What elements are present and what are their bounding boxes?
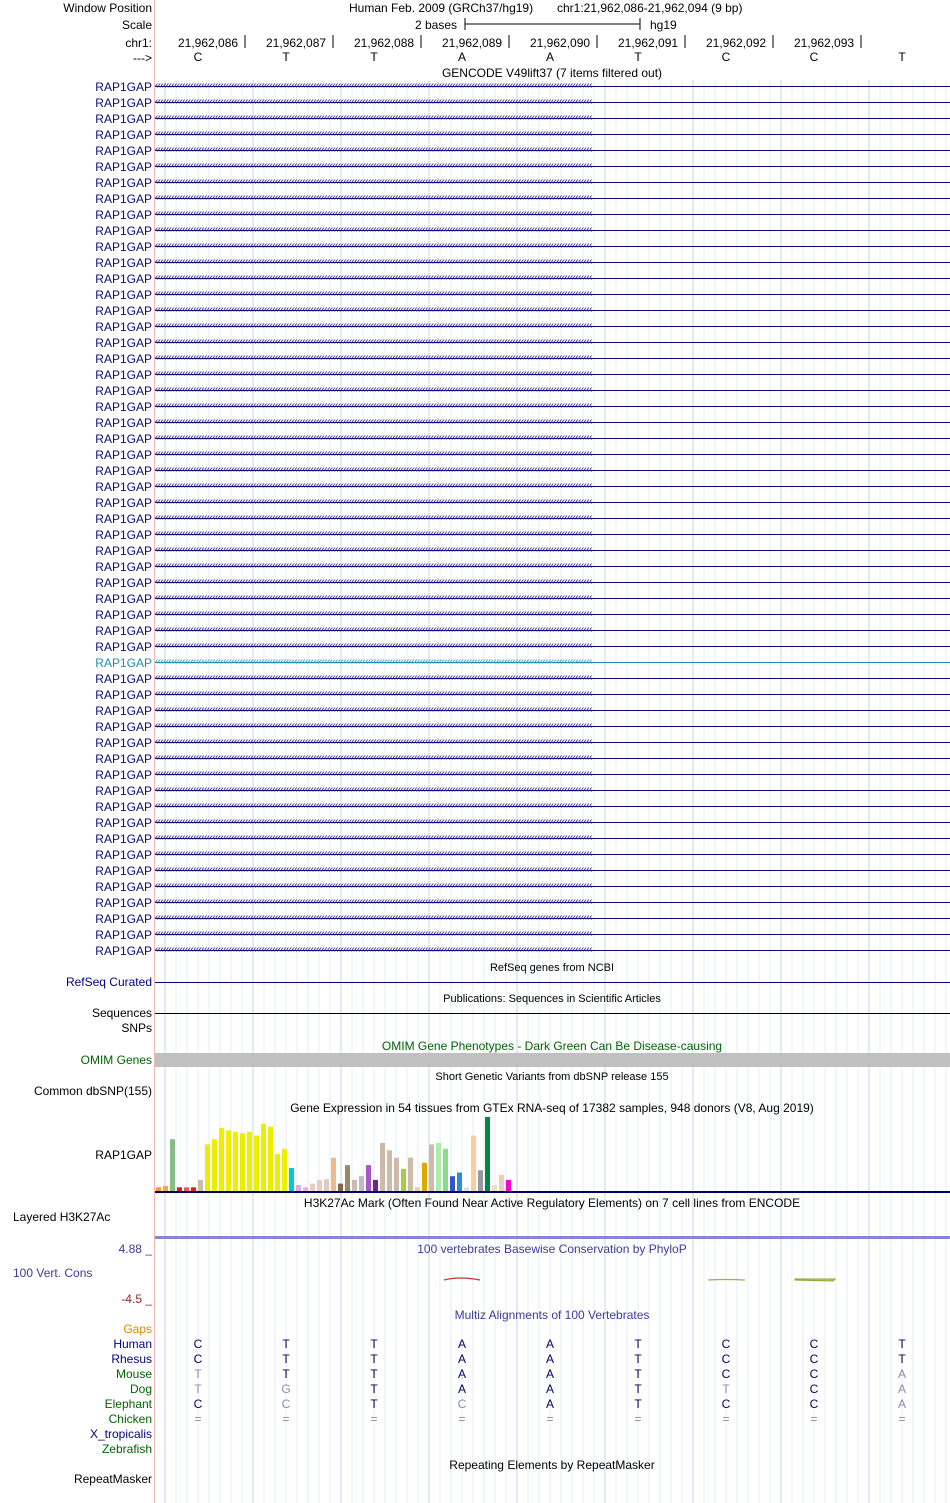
phylop-signal-segment-1 [444,1278,480,1280]
phylop-min-label: -4.5 _ [121,1292,152,1306]
gencode-transcript-label[interactable]: RAP1GAP [95,816,152,830]
base-letter: A [545,50,555,64]
gencode-transcript-label[interactable]: RAP1GAP [95,832,152,846]
gtex-tissue-bar[interactable] [170,1139,175,1191]
alignment-base: T [634,1367,642,1381]
gtex-tissue-bar[interactable] [254,1136,259,1192]
gtex-tissue-bar[interactable] [240,1133,245,1191]
gtex-tissue-bar[interactable] [338,1184,343,1191]
scale-value: 2 bases [415,18,458,32]
species-label-rhesus[interactable]: Rhesus [111,1352,152,1366]
h3k27ac-signal-baseline [155,1236,950,1239]
strand-arrows: ‹‹‹‹‹‹‹‹‹‹‹‹‹‹‹‹‹‹‹‹‹‹‹‹‹‹‹‹‹‹‹‹‹‹‹‹‹‹‹‹‹‹‹‹‹‹‹‹‹‹‹‹‹‹‹‹‹‹‹‹‹‹‹‹‹‹‹‹‹‹‹‹‹‹‹‹‹‹‹‹‹‹‹‹‹‹‹‹‹‹‹‹‹‹‹‹‹‹‹‹‹‹‹‹‹‹‹‹‹‹‹‹‹‹‹‹‹‹‹‹‹‹‹‹‹‹‹‹‹‹‹‹‹‹‹‹‹‹‹‹‹‹‹‹‹‹‹‹‹‹‹‹‹‹‹‹‹‹‹‹ [155,720,592,731]
gtex-tissue-bar[interactable] [212,1139,217,1191]
coordinate-tick-label: 21,962,086 [178,36,239,50]
refseq-gene-line[interactable] [155,982,950,983]
omim-track-title: OMIM Gene Phenotypes - Dark Green Can Be Disease-causing [381,1039,723,1053]
alignment-base: C [721,1367,731,1381]
gtex-tissue-bar[interactable] [233,1132,238,1191]
gtex-tissue-bar[interactable] [387,1150,392,1191]
gtex-tissue-bar[interactable] [485,1117,490,1191]
strand-arrows: ‹‹‹‹‹‹‹‹‹‹‹‹‹‹‹‹‹‹‹‹‹‹‹‹‹‹‹‹‹‹‹‹‹‹‹‹‹‹‹‹‹‹‹‹‹‹‹‹‹‹‹‹‹‹‹‹‹‹‹‹‹‹‹‹‹‹‹‹‹‹‹‹‹‹‹‹‹‹‹‹‹‹‹‹‹‹‹‹‹‹‹‹‹‹‹‹‹‹‹‹‹‹‹‹‹‹‹‹‹‹‹‹‹‹‹‹‹‹‹‹‹‹‹‹‹‹‹‹‹‹‹‹‹‹‹‹‹‹‹‹‹‹‹‹‹‹‹‹‹‹‹‹‹‹‹‹‹‹‹‹ [155,320,592,331]
snps-track-label[interactable]: SNPs [121,1021,152,1035]
strand-arrows: ‹‹‹‹‹‹‹‹‹‹‹‹‹‹‹‹‹‹‹‹‹‹‹‹‹‹‹‹‹‹‹‹‹‹‹‹‹‹‹‹‹‹‹‹‹‹‹‹‹‹‹‹‹‹‹‹‹‹‹‹‹‹‹‹‹‹‹‹‹‹‹‹‹‹‹‹‹‹‹‹‹‹‹‹‹‹‹‹‹‹‹‹‹‹‹‹‹‹‹‹‹‹‹‹‹‹‹‹‹‹‹‹‹‹‹‹‹‹‹‹‹‹‹‹‹‹‹‹‹‹‹‹‹‹‹‹‹‹‹‹‹‹‹‹‹‹‹‹‹‹‹‹‹‹‹‹‹‹‹‹ [155,384,592,395]
gencode-transcript-label[interactable]: RAP1GAP [95,688,152,702]
gencode-transcript-label[interactable]: RAP1GAP [95,928,152,942]
strand-arrows: ‹‹‹‹‹‹‹‹‹‹‹‹‹‹‹‹‹‹‹‹‹‹‹‹‹‹‹‹‹‹‹‹‹‹‹‹‹‹‹‹‹‹‹‹‹‹‹‹‹‹‹‹‹‹‹‹‹‹‹‹‹‹‹‹‹‹‹‹‹‹‹‹‹‹‹‹‹‹‹‹‹‹‹‹‹‹‹‹‹‹‹‹‹‹‹‹‹‹‹‹‹‹‹‹‹‹‹‹‹‹‹‹‹‹‹‹‹‹‹‹‹‹‹‹‹‹‹‹‹‹‹‹‹‹‹‹‹‹‹‹‹‹‹‹‹‹‹‹‹‹‹‹‹‹‹‹‹‹‹‹ [155,336,592,347]
coordinate-tick-label: 21,962,087 [266,36,327,50]
window-position-label: Window Position [63,1,152,15]
gencode-transcript-label[interactable]: RAP1GAP [95,560,152,574]
base-letter: T [634,50,642,64]
gencode-transcript-label[interactable]: RAP1GAP [95,640,152,654]
strand-arrows: ‹‹‹‹‹‹‹‹‹‹‹‹‹‹‹‹‹‹‹‹‹‹‹‹‹‹‹‹‹‹‹‹‹‹‹‹‹‹‹‹‹‹‹‹‹‹‹‹‹‹‹‹‹‹‹‹‹‹‹‹‹‹‹‹‹‹‹‹‹‹‹‹‹‹‹‹‹‹‹‹‹‹‹‹‹‹‹‹‹‹‹‹‹‹‹‹‹‹‹‹‹‹‹‹‹‹‹‹‹‹‹‹‹‹‹‹‹‹‹‹‹‹‹‹‹‹‹‹‹‹‹‹‹‹‹‹‹‹‹‹‹‹‹‹‹‹‹‹‹‹‹‹‹‹‹‹‹‹‹‹ [155,736,592,747]
strand-arrows: ‹‹‹‹‹‹‹‹‹‹‹‹‹‹‹‹‹‹‹‹‹‹‹‹‹‹‹‹‹‹‹‹‹‹‹‹‹‹‹‹‹‹‹‹‹‹‹‹‹‹‹‹‹‹‹‹‹‹‹‹‹‹‹‹‹‹‹‹‹‹‹‹‹‹‹‹‹‹‹‹‹‹‹‹‹‹‹‹‹‹‹‹‹‹‹‹‹‹‹‹‹‹‹‹‹‹‹‹‹‹‹‹‹‹‹‹‹‹‹‹‹‹‹‹‹‹‹‹‹‹‹‹‹‹‹‹‹‹‹‹‹‹‹‹‹‹‹‹‹‹‹‹‹‹‹‹‹‹‹‹ [155,240,592,251]
species-label-mouse[interactable]: Mouse [115,1367,152,1381]
gencode-transcript-label[interactable]: RAP1GAP [95,496,152,510]
alignment-base: T [282,1352,290,1366]
repeatmasker-track-label[interactable]: RepeatMasker [73,1472,152,1486]
gtex-track-label[interactable]: RAP1GAP [95,1148,152,1162]
gencode-transcript-label[interactable]: RAP1GAP [95,576,152,590]
strand-arrows: ‹‹‹‹‹‹‹‹‹‹‹‹‹‹‹‹‹‹‹‹‹‹‹‹‹‹‹‹‹‹‹‹‹‹‹‹‹‹‹‹‹‹‹‹‹‹‹‹‹‹‹‹‹‹‹‹‹‹‹‹‹‹‹‹‹‹‹‹‹‹‹‹‹‹‹‹‹‹‹‹‹‹‹‹‹‹‹‹‹‹‹‹‹‹‹‹‹‹‹‹‹‹‹‹‹‹‹‹‹‹‹‹‹‹‹‹‹‹‹‹‹‹‹‹‹‹‹‹‹‹‹‹‹‹‹‹‹‹‹‹‹‹‹‹‹‹‹‹‹‹‹‹‹‹‹‹‹‹‹‹ [155,448,592,459]
strand-arrows: ‹‹‹‹‹‹‹‹‹‹‹‹‹‹‹‹‹‹‹‹‹‹‹‹‹‹‹‹‹‹‹‹‹‹‹‹‹‹‹‹‹‹‹‹‹‹‹‹‹‹‹‹‹‹‹‹‹‹‹‹‹‹‹‹‹‹‹‹‹‹‹‹‹‹‹‹‹‹‹‹‹‹‹‹‹‹‹‹‹‹‹‹‹‹‹‹‹‹‹‹‹‹‹‹‹‹‹‹‹‹‹‹‹‹‹‹‹‹‹‹‹‹‹‹‹‹‹‹‹‹‹‹‹‹‹‹‹‹‹‹‹‹‹‹‹‹‹‹‹‹‹‹‹‹‹‹‹‹‹‹ [155,624,592,635]
gtex-tissue-bar[interactable] [464,1187,469,1191]
strand-arrows: ‹‹‹‹‹‹‹‹‹‹‹‹‹‹‹‹‹‹‹‹‹‹‹‹‹‹‹‹‹‹‹‹‹‹‹‹‹‹‹‹‹‹‹‹‹‹‹‹‹‹‹‹‹‹‹‹‹‹‹‹‹‹‹‹‹‹‹‹‹‹‹‹‹‹‹‹‹‹‹‹‹‹‹‹‹‹‹‹‹‹‹‹‹‹‹‹‹‹‹‹‹‹‹‹‹‹‹‹‹‹‹‹‹‹‹‹‹‹‹‹‹‹‹‹‹‹‹‹‹‹‹‹‹‹‹‹‹‹‹‹‹‹‹‹‹‹‹‹‹‹‹‹‹‹‹‹‹‹‹‹ [155,896,592,907]
alignment-base: T [634,1337,642,1351]
publications-track-title: Publications: Sequences in Scientific Articles [443,993,661,1005]
alignment-base: A [457,1337,467,1351]
gtex-tissue-bar[interactable] [156,1187,161,1191]
gencode-transcript-label[interactable]: RAP1GAP [95,880,152,894]
gtex-tissue-bar[interactable] [296,1185,301,1191]
gtex-tissue-bar[interactable] [226,1130,231,1191]
gencode-transcript-label[interactable]: RAP1GAP [95,400,152,414]
gtex-tissue-bar[interactable] [184,1187,189,1191]
base-letter: T [898,50,906,64]
gtex-tissue-bar[interactable] [373,1180,378,1191]
gtex-tissue-bar[interactable] [506,1180,511,1191]
phylop-signal-segment-2 [708,1280,745,1281]
gtex-tissue-bar[interactable] [310,1184,315,1191]
strand-arrows: ‹‹‹‹‹‹‹‹‹‹‹‹‹‹‹‹‹‹‹‹‹‹‹‹‹‹‹‹‹‹‹‹‹‹‹‹‹‹‹‹‹‹‹‹‹‹‹‹‹‹‹‹‹‹‹‹‹‹‹‹‹‹‹‹‹‹‹‹‹‹‹‹‹‹‹‹‹‹‹‹‹‹‹‹‹‹‹‹‹‹‹‹‹‹‹‹‹‹‹‹‹‹‹‹‹‹‹‹‹‹‹‹‹‹‹‹‹‹‹‹‹‹‹‹‹‹‹‹‹‹‹‹‹‹‹‹‹‹‹‹‹‹‹‹‹‹‹‹‹‹‹‹‹‹‹‹‹‹‹‹ [155,704,592,715]
alignment-base: T [898,1337,906,1351]
gtex-tissue-bar[interactable] [219,1128,224,1191]
gencode-track-title: GENCODE V49lift37 (7 items filtered out) [441,66,663,80]
gencode-transcript-label[interactable]: RAP1GAP [95,624,152,638]
alignment-base: C [457,1397,467,1411]
gtex-tissue-bar[interactable] [317,1180,322,1191]
gtex-tissue-bar[interactable] [457,1173,462,1192]
gtex-track-title: Gene Expression in 54 tissues from GTEx RNA-seq of 17382 samples, 948 donors (V8, Aug 2019) [290,1101,814,1115]
strand-arrows: ‹‹‹‹‹‹‹‹‹‹‹‹‹‹‹‹‹‹‹‹‹‹‹‹‹‹‹‹‹‹‹‹‹‹‹‹‹‹‹‹‹‹‹‹‹‹‹‹‹‹‹‹‹‹‹‹‹‹‹‹‹‹‹‹‹‹‹‹‹‹‹‹‹‹‹‹‹‹‹‹‹‹‹‹‹‹‹‹‹‹‹‹‹‹‹‹‹‹‹‹‹‹‹‹‹‹‹‹‹‹‹‹‹‹‹‹‹‹‹‹‹‹‹‹‹‹‹‹‹‹‹‹‹‹‹‹‹‹‹‹‹‹‹‹‹‹‹‹‹‹‹‹‹‹‹‹‹‹‹‹ [155,288,592,299]
gencode-transcript-label[interactable]: RAP1GAP [95,752,152,766]
gencode-transcript-label[interactable]: RAP1GAP [95,416,152,430]
base-letter: A [457,50,467,64]
alignment-base: = [370,1412,378,1426]
species-label-x_tropicalis[interactable]: X_tropicalis [89,1427,152,1441]
alignment-base: A [545,1382,555,1396]
gencode-transcript-label[interactable]: RAP1GAP [95,128,152,142]
alignment-base: T [370,1337,378,1351]
gencode-transcript-label[interactable]: RAP1GAP [95,784,152,798]
gencode-transcript-label[interactable]: RAP1GAP [95,720,152,734]
refseq-track-title: RefSeq genes from NCBI [489,962,615,974]
strand-arrows: ‹‹‹‹‹‹‹‹‹‹‹‹‹‹‹‹‹‹‹‹‹‹‹‹‹‹‹‹‹‹‹‹‹‹‹‹‹‹‹‹‹‹‹‹‹‹‹‹‹‹‹‹‹‹‹‹‹‹‹‹‹‹‹‹‹‹‹‹‹‹‹‹‹‹‹‹‹‹‹‹‹‹‹‹‹‹‹‹‹‹‹‹‹‹‹‹‹‹‹‹‹‹‹‹‹‹‹‹‹‹‹‹‹‹‹‹‹‹‹‹‹‹‹‹‹‹‹‹‹‹‹‹‹‹‹‹‹‹‹‹‹‹‹‹‹‹‹‹‹‹‹‹‹‹‹‹‹‹‹‹ [155,432,592,443]
gencode-transcript-label[interactable]: RAP1GAP [95,800,152,814]
alignment-base: A [457,1367,467,1381]
gencode-transcript-label[interactable]: RAP1GAP [95,352,152,366]
alignment-base: G [281,1382,291,1396]
gencode-transcript-label[interactable]: RAP1GAP [95,848,152,862]
gencode-transcript-label[interactable]: RAP1GAP [95,912,152,926]
alignment-base: C [809,1352,819,1366]
multiz-track-title: Multiz Alignments of 100 Vertebrates [454,1308,650,1322]
alignment-base: C [193,1337,203,1351]
gtex-tissue-bar[interactable] [282,1149,287,1191]
gencode-transcript-label[interactable]: RAP1GAP [95,80,152,94]
gencode-transcript-label[interactable]: RAP1GAP [95,384,152,398]
alignment-base: T [282,1367,290,1381]
gencode-transcript-label[interactable]: RAP1GAP [95,704,152,718]
alignment-base: C [809,1337,819,1351]
gtex-tissue-bar[interactable] [436,1143,441,1191]
gencode-transcript-label[interactable]: RAP1GAP [95,320,152,334]
gtex-tissue-bar[interactable] [191,1187,196,1191]
species-label-human[interactable]: Human [113,1337,152,1351]
gencode-transcript-label[interactable]: RAP1GAP [95,592,152,606]
alignment-base: T [634,1397,642,1411]
strand-arrows: ‹‹‹‹‹‹‹‹‹‹‹‹‹‹‹‹‹‹‹‹‹‹‹‹‹‹‹‹‹‹‹‹‹‹‹‹‹‹‹‹‹‹‹‹‹‹‹‹‹‹‹‹‹‹‹‹‹‹‹‹‹‹‹‹‹‹‹‹‹‹‹‹‹‹‹‹‹‹‹‹‹‹‹‹‹‹‹‹‹‹‹‹‹‹‹‹‹‹‹‹‹‹‹‹‹‹‹‹‹‹‹‹‹‹‹‹‹‹‹‹‹‹‹‹‹‹‹‹‹‹‹‹‹‹‹‹‹‹‹‹‹‹‹‹‹‹‹‹‹‹‹‹‹‹‹‹‹‹‹‹ [155,80,592,91]
alignment-base: C [721,1397,731,1411]
gtex-tissue-bar[interactable] [380,1143,385,1191]
strand-arrows: ‹‹‹‹‹‹‹‹‹‹‹‹‹‹‹‹‹‹‹‹‹‹‹‹‹‹‹‹‹‹‹‹‹‹‹‹‹‹‹‹‹‹‹‹‹‹‹‹‹‹‹‹‹‹‹‹‹‹‹‹‹‹‹‹‹‹‹‹‹‹‹‹‹‹‹‹‹‹‹‹‹‹‹‹‹‹‹‹‹‹‹‹‹‹‹‹‹‹‹‹‹‹‹‹‹‹‹‹‹‹‹‹‹‹‹‹‹‹‹‹‹‹‹‹‹‹‹‹‹‹‹‹‹‹‹‹‹‹‹‹‹‹‹‹‹‹‹‹‹‹‹‹‹‹‹‹‹‹‹‹ [155,928,592,939]
gtex-tissue-bar[interactable] [163,1186,168,1191]
gencode-transcript-label[interactable]: RAP1GAP [95,544,152,558]
dbsnp-track-label[interactable]: Common dbSNP(155) [33,1084,152,1098]
alignment-base: C [193,1352,203,1366]
strand-arrows: ‹‹‹‹‹‹‹‹‹‹‹‹‹‹‹‹‹‹‹‹‹‹‹‹‹‹‹‹‹‹‹‹‹‹‹‹‹‹‹‹‹‹‹‹‹‹‹‹‹‹‹‹‹‹‹‹‹‹‹‹‹‹‹‹‹‹‹‹‹‹‹‹‹‹‹‹‹‹‹‹‹‹‹‹‹‹‹‹‹‹‹‹‹‹‹‹‹‹‹‹‹‹‹‹‹‹‹‹‹‹‹‹‹‹‹‹‹‹‹‹‹‹‹‹‹‹‹‹‹‹‹‹‹‹‹‹‹‹‹‹‹‹‹‹‹‹‹‹‹‹‹‹‹‹‹‹‹‹‹‹ [155,576,592,587]
gencode-transcript-label[interactable]: RAP1GAP [95,512,152,526]
gencode-transcript-label[interactable]: RAP1GAP [95,240,152,254]
gencode-transcript-label[interactable]: RAP1GAP [95,336,152,350]
alignment-base: C [721,1352,731,1366]
alignment-base: T [370,1352,378,1366]
strand-arrows: ‹‹‹‹‹‹‹‹‹‹‹‹‹‹‹‹‹‹‹‹‹‹‹‹‹‹‹‹‹‹‹‹‹‹‹‹‹‹‹‹‹‹‹‹‹‹‹‹‹‹‹‹‹‹‹‹‹‹‹‹‹‹‹‹‹‹‹‹‹‹‹‹‹‹‹‹‹‹‹‹‹‹‹‹‹‹‹‹‹‹‹‹‹‹‹‹‹‹‹‹‹‹‹‹‹‹‹‹‹‹‹‹‹‹‹‹‹‹‹‹‹‹‹‹‹‹‹‹‹‹‹‹‹‹‹‹‹‹‹‹‹‹‹‹‹‹‹‹‹‹‹‹‹‹‹‹‹‹‹‹ [155,800,592,811]
alignment-base: T [370,1367,378,1381]
strand-arrows: ‹‹‹‹‹‹‹‹‹‹‹‹‹‹‹‹‹‹‹‹‹‹‹‹‹‹‹‹‹‹‹‹‹‹‹‹‹‹‹‹‹‹‹‹‹‹‹‹‹‹‹‹‹‹‹‹‹‹‹‹‹‹‹‹‹‹‹‹‹‹‹‹‹‹‹‹‹‹‹‹‹‹‹‹‹‹‹‹‹‹‹‹‹‹‹‹‹‹‹‹‹‹‹‹‹‹‹‹‹‹‹‹‹‹‹‹‹‹‹‹‹‹‹‹‹‹‹‹‹‹‹‹‹‹‹‹‹‹‹‹‹‹‹‹‹‹‹‹‹‹‹‹‹‹‹‹‹‹‹‹ [155,496,592,507]
strand-arrows: ‹‹‹‹‹‹‹‹‹‹‹‹‹‹‹‹‹‹‹‹‹‹‹‹‹‹‹‹‹‹‹‹‹‹‹‹‹‹‹‹‹‹‹‹‹‹‹‹‹‹‹‹‹‹‹‹‹‹‹‹‹‹‹‹‹‹‹‹‹‹‹‹‹‹‹‹‹‹‹‹‹‹‹‹‹‹‹‹‹‹‹‹‹‹‹‹‹‹‹‹‹‹‹‹‹‹‹‹‹‹‹‹‹‹‹‹‹‹‹‹‹‹‹‹‹‹‹‹‹‹‹‹‹‹‹‹‹‹‹‹‹‹‹‹‹‹‹‹‹‹‹‹‹‹‹‹‹‹‹‹ [155,112,592,123]
alignment-base: A [545,1352,555,1366]
gencode-transcript-label[interactable]: RAP1GAP [95,448,152,462]
strand-arrows: ‹‹‹‹‹‹‹‹‹‹‹‹‹‹‹‹‹‹‹‹‹‹‹‹‹‹‹‹‹‹‹‹‹‹‹‹‹‹‹‹‹‹‹‹‹‹‹‹‹‹‹‹‹‹‹‹‹‹‹‹‹‹‹‹‹‹‹‹‹‹‹‹‹‹‹‹‹‹‹‹‹‹‹‹‹‹‹‹‹‹‹‹‹‹‹‹‹‹‹‹‹‹‹‹‹‹‹‹‹‹‹‹‹‹‹‹‹‹‹‹‹‹‹‹‹‹‹‹‹‹‹‹‹‹‹‹‹‹‹‹‹‹‹‹‹‹‹‹‹‹‹‹‹‹‹‹‹‹‹‹ [155,672,592,683]
gtex-tissue-bar[interactable] [324,1179,329,1191]
species-label-elephant[interactable]: Elephant [104,1397,152,1411]
refseq-track-label[interactable]: RefSeq Curated [65,975,152,989]
strand-arrows: ‹‹‹‹‹‹‹‹‹‹‹‹‹‹‹‹‹‹‹‹‹‹‹‹‹‹‹‹‹‹‹‹‹‹‹‹‹‹‹‹‹‹‹‹‹‹‹‹‹‹‹‹‹‹‹‹‹‹‹‹‹‹‹‹‹‹‹‹‹‹‹‹‹‹‹‹‹‹‹‹‹‹‹‹‹‹‹‹‹‹‹‹‹‹‹‹‹‹‹‹‹‹‹‹‹‹‹‹‹‹‹‹‹‹‹‹‹‹‹‹‹‹‹‹‹‹‹‹‹‹‹‹‹‹‹‹‹‹‹‹‹‹‹‹‹‹‹‹‹‹‹‹‹‹‹‹‹‹‹‹ [155,256,592,267]
strand-arrows: ‹‹‹‹‹‹‹‹‹‹‹‹‹‹‹‹‹‹‹‹‹‹‹‹‹‹‹‹‹‹‹‹‹‹‹‹‹‹‹‹‹‹‹‹‹‹‹‹‹‹‹‹‹‹‹‹‹‹‹‹‹‹‹‹‹‹‹‹‹‹‹‹‹‹‹‹‹‹‹‹‹‹‹‹‹‹‹‹‹‹‹‹‹‹‹‹‹‹‹‹‹‹‹‹‹‹‹‹‹‹‹‹‹‹‹‹‹‹‹‹‹‹‹‹‹‹‹‹‹‹‹‹‹‹‹‹‹‹‹‹‹‹‹‹‹‹‹‹‹‹‹‹‹‹‹‹‹‹‹‹ [155,352,592,363]
gencode-transcript-label[interactable]: RAP1GAP [95,96,152,110]
gencode-transcript-label[interactable]: RAP1GAP [95,208,152,222]
strand-arrows: ‹‹‹‹‹‹‹‹‹‹‹‹‹‹‹‹‹‹‹‹‹‹‹‹‹‹‹‹‹‹‹‹‹‹‹‹‹‹‹‹‹‹‹‹‹‹‹‹‹‹‹‹‹‹‹‹‹‹‹‹‹‹‹‹‹‹‹‹‹‹‹‹‹‹‹‹‹‹‹‹‹‹‹‹‹‹‹‹‹‹‹‹‹‹‹‹‹‹‹‹‹‹‹‹‹‹‹‹‹‹‹‹‹‹‹‹‹‹‹‹‹‹‹‹‹‹‹‹‹‹‹‹‹‹‹‹‹‹‹‹‹‹‹‹‹‹‹‹‹‹‹‹‹‹‹‹‹‹‹‹ [155,128,592,139]
strand-arrows: ‹‹‹‹‹‹‹‹‹‹‹‹‹‹‹‹‹‹‹‹‹‹‹‹‹‹‹‹‹‹‹‹‹‹‹‹‹‹‹‹‹‹‹‹‹‹‹‹‹‹‹‹‹‹‹‹‹‹‹‹‹‹‹‹‹‹‹‹‹‹‹‹‹‹‹‹‹‹‹‹‹‹‹‹‹‹‹‹‹‹‹‹‹‹‹‹‹‹‹‹‹‹‹‹‹‹‹‹‹‹‹‹‹‹‹‹‹‹‹‹‹‹‹‹‹‹‹‹‹‹‹‹‹‹‹‹‹‹‹‹‹‹‹‹‹‹‹‹‹‹‹‹‹‹‹‹‹‹‹‹ [155,144,592,155]
dbsnp-track-title: Short Genetic Variants from dbSNP release 155 [435,1071,669,1083]
phylop-track-label[interactable]: 100 Vert. Cons [13,1266,93,1280]
gtex-tissue-bar[interactable] [422,1163,427,1191]
gtex-tissue-bar[interactable] [331,1158,336,1191]
strand-arrows: ‹‹‹‹‹‹‹‹‹‹‹‹‹‹‹‹‹‹‹‹‹‹‹‹‹‹‹‹‹‹‹‹‹‹‹‹‹‹‹‹‹‹‹‹‹‹‹‹‹‹‹‹‹‹‹‹‹‹‹‹‹‹‹‹‹‹‹‹‹‹‹‹‹‹‹‹‹‹‹‹‹‹‹‹‹‹‹‹‹‹‹‹‹‹‹‹‹‹‹‹‹‹‹‹‹‹‹‹‹‹‹‹‹‹‹‹‹‹‹‹‹‹‹‹‹‹‹‹‹‹‹‹‹‹‹‹‹‹‹‹‹‹‹‹‹‹‹‹‹‹‹‹‹‹‹‹‹‹‹‹ [155,192,592,203]
gtex-tissue-bar[interactable] [429,1144,434,1191]
strand-arrows: ‹‹‹‹‹‹‹‹‹‹‹‹‹‹‹‹‹‹‹‹‹‹‹‹‹‹‹‹‹‹‹‹‹‹‹‹‹‹‹‹‹‹‹‹‹‹‹‹‹‹‹‹‹‹‹‹‹‹‹‹‹‹‹‹‹‹‹‹‹‹‹‹‹‹‹‹‹‹‹‹‹‹‹‹‹‹‹‹‹‹‹‹‹‹‹‹‹‹‹‹‹‹‹‹‹‹‹‹‹‹‹‹‹‹‹‹‹‹‹‹‹‹‹‹‹‹‹‹‹‹‹‹‹‹‹‹‹‹‹‹‹‹‹‹‹‹‹‹‹‹‹‹‹‹‹‹‹‹‹‹ [155,560,592,571]
base-letter: C [193,50,203,64]
repeatmasker-track-title: Repeating Elements by RepeatMasker [449,1458,655,1472]
strand-arrows: ‹‹‹‹‹‹‹‹‹‹‹‹‹‹‹‹‹‹‹‹‹‹‹‹‹‹‹‹‹‹‹‹‹‹‹‹‹‹‹‹‹‹‹‹‹‹‹‹‹‹‹‹‹‹‹‹‹‹‹‹‹‹‹‹‹‹‹‹‹‹‹‹‹‹‹‹‹‹‹‹‹‹‹‹‹‹‹‹‹‹‹‹‹‹‹‹‹‹‹‹‹‹‹‹‹‹‹‹‹‹‹‹‹‹‹‹‹‹‹‹‹‹‹‹‹‹‹‹‹‹‹‹‹‹‹‹‹‹‹‹‹‹‹‹‹‹‹‹‹‹‹‹‹‹‹‹‹‹‹‹ [155,944,592,955]
gtex-tissue-bar[interactable] [443,1149,448,1191]
coordinate-tick-label: 21,962,092 [706,36,767,50]
position-readout: chr1:21,962,086-21,962,094 (9 bp) [557,1,743,15]
gencode-transcript-label[interactable]: RAP1GAP [95,736,152,750]
chrom-label: chr1: [125,36,152,50]
h3k27ac-track-title: H3K27Ac Mark (Often Found Near Active Regulatory Elements) on 7 cell lines from ENCODE [303,1196,801,1210]
strand-arrows: ‹‹‹‹‹‹‹‹‹‹‹‹‹‹‹‹‹‹‹‹‹‹‹‹‹‹‹‹‹‹‹‹‹‹‹‹‹‹‹‹‹‹‹‹‹‹‹‹‹‹‹‹‹‹‹‹‹‹‹‹‹‹‹‹‹‹‹‹‹‹‹‹‹‹‹‹‹‹‹‹‹‹‹‹‹‹‹‹‹‹‹‹‹‹‹‹‹‹‹‹‹‹‹‹‹‹‹‹‹‹‹‹‹‹‹‹‹‹‹‹‹‹‹‹‹‹‹‹‹‹‹‹‹‹‹‹‹‹‹‹‹‹‹‹‹‹‹‹‹‹‹‹‹‹‹‹‹‹‹‹ [155,640,592,651]
strand-arrows: ‹‹‹‹‹‹‹‹‹‹‹‹‹‹‹‹‹‹‹‹‹‹‹‹‹‹‹‹‹‹‹‹‹‹‹‹‹‹‹‹‹‹‹‹‹‹‹‹‹‹‹‹‹‹‹‹‹‹‹‹‹‹‹‹‹‹‹‹‹‹‹‹‹‹‹‹‹‹‹‹‹‹‹‹‹‹‹‹‹‹‹‹‹‹‹‹‹‹‹‹‹‹‹‹‹‹‹‹‹‹‹‹‹‹‹‹‹‹‹‹‹‹‹‹‹‹‹‹‹‹‹‹‹‹‹‹‹‹‹‹‹‹‹‹‹‹‹‹‹‹‹‹‹‹‹‹‹‹‹‹ [155,512,592,523]
h3k27ac-track-label[interactable]: Layered H3K27Ac [13,1210,111,1224]
omim-track-label[interactable]: OMIM Genes [80,1053,152,1067]
gtex-tissue-bar[interactable] [471,1136,476,1192]
strand-arrows: ‹‹‹‹‹‹‹‹‹‹‹‹‹‹‹‹‹‹‹‹‹‹‹‹‹‹‹‹‹‹‹‹‹‹‹‹‹‹‹‹‹‹‹‹‹‹‹‹‹‹‹‹‹‹‹‹‹‹‹‹‹‹‹‹‹‹‹‹‹‹‹‹‹‹‹‹‹‹‹‹‹‹‹‹‹‹‹‹‹‹‹‹‹‹‹‹‹‹‹‹‹‹‹‹‹‹‹‹‹‹‹‹‹‹‹‹‹‹‹‹‹‹‹‹‹‹‹‹‹‹‹‹‹‹‹‹‹‹‹‹‹‹‹‹‹‹‹‹‹‹‹‹‹‹‹‹‹‹‹‹ [155,272,592,283]
gtex-tissue-bar[interactable] [394,1158,399,1191]
publications-track-label[interactable]: Sequences [91,1006,152,1020]
gtex-tissue-bar[interactable] [492,1185,497,1191]
scale-db: hg19 [650,18,677,32]
strand-arrows: ‹‹‹‹‹‹‹‹‹‹‹‹‹‹‹‹‹‹‹‹‹‹‹‹‹‹‹‹‹‹‹‹‹‹‹‹‹‹‹‹‹‹‹‹‹‹‹‹‹‹‹‹‹‹‹‹‹‹‹‹‹‹‹‹‹‹‹‹‹‹‹‹‹‹‹‹‹‹‹‹‹‹‹‹‹‹‹‹‹‹‹‹‹‹‹‹‹‹‹‹‹‹‹‹‹‹‹‹‹‹‹‹‹‹‹‹‹‹‹‹‹‹‹‹‹‹‹‹‹‹‹‹‹‹‹‹‹‹‹‹‹‹‹‹‹‹‹‹‹‹‹‹‹‹‹‹‹‹‹‹ [155,400,592,411]
strand-arrows: ‹‹‹‹‹‹‹‹‹‹‹‹‹‹‹‹‹‹‹‹‹‹‹‹‹‹‹‹‹‹‹‹‹‹‹‹‹‹‹‹‹‹‹‹‹‹‹‹‹‹‹‹‹‹‹‹‹‹‹‹‹‹‹‹‹‹‹‹‹‹‹‹‹‹‹‹‹‹‹‹‹‹‹‹‹‹‹‹‹‹‹‹‹‹‹‹‹‹‹‹‹‹‹‹‹‹‹‹‹‹‹‹‹‹‹‹‹‹‹‹‹‹‹‹‹‹‹‹‹‹‹‹‹‹‹‹‹‹‹‹‹‹‹‹‹‹‹‹‹‹‹‹‹‹‹‹‹‹‹‹ [155,592,592,603]
alignment-base: C [809,1397,819,1411]
coordinate-tick-label: 21,962,088 [354,36,415,50]
strand-arrows: ‹‹‹‹‹‹‹‹‹‹‹‹‹‹‹‹‹‹‹‹‹‹‹‹‹‹‹‹‹‹‹‹‹‹‹‹‹‹‹‹‹‹‹‹‹‹‹‹‹‹‹‹‹‹‹‹‹‹‹‹‹‹‹‹‹‹‹‹‹‹‹‹‹‹‹‹‹‹‹‹‹‹‹‹‹‹‹‹‹‹‹‹‹‹‹‹‹‹‹‹‹‹‹‹‹‹‹‹‹‹‹‹‹‹‹‹‹‹‹‹‹‹‹‹‹‹‹‹‹‹‹‹‹‹‹‹‹‹‹‹‹‹‹‹‹‹‹‹‹‹‹‹‹‹‹‹‹‹‹‹ [155,752,592,763]
gtex-tissue-bar[interactable] [247,1132,252,1191]
base-letter: T [370,50,378,64]
gtex-tissue-bar[interactable] [408,1158,413,1191]
alignment-base: A [545,1337,555,1351]
strand-arrows: ‹‹‹‹‹‹‹‹‹‹‹‹‹‹‹‹‹‹‹‹‹‹‹‹‹‹‹‹‹‹‹‹‹‹‹‹‹‹‹‹‹‹‹‹‹‹‹‹‹‹‹‹‹‹‹‹‹‹‹‹‹‹‹‹‹‹‹‹‹‹‹‹‹‹‹‹‹‹‹‹‹‹‹‹‹‹‹‹‹‹‹‹‹‹‹‹‹‹‹‹‹‹‹‹‹‹‹‹‹‹‹‹‹‹‹‹‹‹‹‹‹‹‹‹‹‹‹‹‹‹‹‹‹‹‹‹‹‹‹‹‹‹‹‹‹‹‹‹‹‹‹‹‹‹‹‹‹‹‹‹ [155,912,592,923]
alignment-base: A [545,1367,555,1381]
gencode-transcript-label[interactable]: RAP1GAP [95,768,152,782]
gencode-transcript-label[interactable]: RAP1GAP [95,272,152,286]
gtex-tissue-bar[interactable] [268,1127,273,1191]
gencode-transcript-label[interactable]: RAP1GAP [95,304,152,318]
alignment-base: = [898,1412,906,1426]
species-label-chicken[interactable]: Chicken [108,1412,152,1426]
coordinate-tick-label: 21,962,091 [618,36,679,50]
strand-arrows: ‹‹‹‹‹‹‹‹‹‹‹‹‹‹‹‹‹‹‹‹‹‹‹‹‹‹‹‹‹‹‹‹‹‹‹‹‹‹‹‹‹‹‹‹‹‹‹‹‹‹‹‹‹‹‹‹‹‹‹‹‹‹‹‹‹‹‹‹‹‹‹‹‹‹‹‹‹‹‹‹‹‹‹‹‹‹‹‹‹‹‹‹‹‹‹‹‹‹‹‹‹‹‹‹‹‹‹‹‹‹‹‹‹‹‹‹‹‹‹‹‹‹‹‹‹‹‹‹‹‹‹‹‹‹‹‹‹‹‹‹‹‹‹‹‹‹‹‹‹‹‹‹‹‹‹‹‹‹‹‹ [155,832,592,843]
gtex-tissue-bar[interactable] [345,1165,350,1191]
gencode-transcript-label[interactable]: RAP1GAP [95,672,152,686]
phylop-signal-segment-3 [795,1279,835,1281]
alignment-base: C [721,1337,731,1351]
gtex-tissue-bar[interactable] [415,1187,420,1191]
gtex-tissue-bar[interactable] [499,1175,504,1191]
species-label-zebrafish[interactable]: Zebrafish [101,1442,152,1456]
gencode-transcript-label[interactable]: RAP1GAP [95,896,152,910]
alignment-base: A [457,1352,467,1366]
gencode-transcript-label[interactable]: RAP1GAP [95,368,152,382]
alignment-base: C [809,1367,819,1381]
gtex-tissue-bar[interactable] [450,1176,455,1191]
coordinate-tick-label: 21,962,089 [442,36,503,50]
gtex-tissue-bar[interactable] [177,1187,182,1191]
alignment-base: C [193,1397,203,1411]
gencode-transcript-label[interactable]: RAP1GAP [95,224,152,238]
alignment-base: T [722,1382,730,1396]
phylop-signal [155,1270,950,1290]
gtex-chart-svg [155,1114,950,1194]
species-label-dog[interactable]: Dog [129,1382,152,1396]
gtex-tissue-bar[interactable] [303,1187,308,1191]
alignment-base: T [634,1352,642,1366]
strand-arrows: ‹‹‹‹‹‹‹‹‹‹‹‹‹‹‹‹‹‹‹‹‹‹‹‹‹‹‹‹‹‹‹‹‹‹‹‹‹‹‹‹‹‹‹‹‹‹‹‹‹‹‹‹‹‹‹‹‹‹‹‹‹‹‹‹‹‹‹‹‹‹‹‹‹‹‹‹‹‹‹‹‹‹‹‹‹‹‹‹‹‹‹‹‹‹‹‹‹‹‹‹‹‹‹‹‹‹‹‹‹‹‹‹‹‹‹‹‹‹‹‹‹‹‹‹‹‹‹‹‹‹‹‹‹‹‹‹‹‹‹‹‹‹‹‹‹‹‹‹‹‹‹‹‹‹‹‹‹‹‹‹ [155,656,592,667]
alignment-base: T [898,1352,906,1366]
alignment-base: T [634,1382,642,1396]
strand-arrows: ‹‹‹‹‹‹‹‹‹‹‹‹‹‹‹‹‹‹‹‹‹‹‹‹‹‹‹‹‹‹‹‹‹‹‹‹‹‹‹‹‹‹‹‹‹‹‹‹‹‹‹‹‹‹‹‹‹‹‹‹‹‹‹‹‹‹‹‹‹‹‹‹‹‹‹‹‹‹‹‹‹‹‹‹‹‹‹‹‹‹‹‹‹‹‹‹‹‹‹‹‹‹‹‹‹‹‹‹‹‹‹‹‹‹‹‹‹‹‹‹‹‹‹‹‹‹‹‹‹‹‹‹‹‹‹‹‹‹‹‹‹‹‹‹‹‹‹‹‹‹‹‹‹‹‹‹‹‹‹‹ [155,784,592,795]
strand-arrows: ‹‹‹‹‹‹‹‹‹‹‹‹‹‹‹‹‹‹‹‹‹‹‹‹‹‹‹‹‹‹‹‹‹‹‹‹‹‹‹‹‹‹‹‹‹‹‹‹‹‹‹‹‹‹‹‹‹‹‹‹‹‹‹‹‹‹‹‹‹‹‹‹‹‹‹‹‹‹‹‹‹‹‹‹‹‹‹‹‹‹‹‹‹‹‹‹‹‹‹‹‹‹‹‹‹‹‹‹‹‹‹‹‹‹‹‹‹‹‹‹‹‹‹‹‹‹‹‹‹‹‹‹‹‹‹‹‹‹‹‹‹‹‹‹‹‹‹‹‹‹‹‹‹‹‹‹‹‹‹‹ [155,768,592,779]
alignment-base: T [370,1397,378,1411]
strand-arrows: ‹‹‹‹‹‹‹‹‹‹‹‹‹‹‹‹‹‹‹‹‹‹‹‹‹‹‹‹‹‹‹‹‹‹‹‹‹‹‹‹‹‹‹‹‹‹‹‹‹‹‹‹‹‹‹‹‹‹‹‹‹‹‹‹‹‹‹‹‹‹‹‹‹‹‹‹‹‹‹‹‹‹‹‹‹‹‹‹‹‹‹‹‹‹‹‹‹‹‹‹‹‹‹‹‹‹‹‹‹‹‹‹‹‹‹‹‹‹‹‹‹‹‹‹‹‹‹‹‹‹‹‹‹‹‹‹‹‹‹‹‹‹‹‹‹‹‹‹‹‹‹‹‹‹‹‹‹‹‹‹ [155,304,592,315]
alignment-base: = [546,1412,554,1426]
gtex-tissue-bar[interactable] [205,1144,210,1191]
alignment-base: C [809,1382,819,1396]
strand-arrows: ‹‹‹‹‹‹‹‹‹‹‹‹‹‹‹‹‹‹‹‹‹‹‹‹‹‹‹‹‹‹‹‹‹‹‹‹‹‹‹‹‹‹‹‹‹‹‹‹‹‹‹‹‹‹‹‹‹‹‹‹‹‹‹‹‹‹‹‹‹‹‹‹‹‹‹‹‹‹‹‹‹‹‹‹‹‹‹‹‹‹‹‹‹‹‹‹‹‹‹‹‹‹‹‹‹‹‹‹‹‹‹‹‹‹‹‹‹‹‹‹‹‹‹‹‹‹‹‹‹‹‹‹‹‹‹‹‹‹‹‹‹‹‹‹‹‹‹‹‹‹‹‹‹‹‹‹‹‹‹‹ [155,96,592,107]
strand-arrows: ‹‹‹‹‹‹‹‹‹‹‹‹‹‹‹‹‹‹‹‹‹‹‹‹‹‹‹‹‹‹‹‹‹‹‹‹‹‹‹‹‹‹‹‹‹‹‹‹‹‹‹‹‹‹‹‹‹‹‹‹‹‹‹‹‹‹‹‹‹‹‹‹‹‹‹‹‹‹‹‹‹‹‹‹‹‹‹‹‹‹‹‹‹‹‹‹‹‹‹‹‹‹‹‹‹‹‹‹‹‹‹‹‹‹‹‹‹‹‹‹‹‹‹‹‹‹‹‹‹‹‹‹‹‹‹‹‹‹‹‹‹‹‹‹‹‹‹‹‹‹‹‹‹‹‹‹‹‹‹‹ [155,848,592,859]
strand-arrows: ‹‹‹‹‹‹‹‹‹‹‹‹‹‹‹‹‹‹‹‹‹‹‹‹‹‹‹‹‹‹‹‹‹‹‹‹‹‹‹‹‹‹‹‹‹‹‹‹‹‹‹‹‹‹‹‹‹‹‹‹‹‹‹‹‹‹‹‹‹‹‹‹‹‹‹‹‹‹‹‹‹‹‹‹‹‹‹‹‹‹‹‹‹‹‹‹‹‹‹‹‹‹‹‹‹‹‹‹‹‹‹‹‹‹‹‹‹‹‹‹‹‹‹‹‹‹‹‹‹‹‹‹‹‹‹‹‹‹‹‹‹‹‹‹‹‹‹‹‹‹‹‹‹‹‹‹‹‹‹‹ [155,176,592,187]
alignment-base: A [897,1397,907,1411]
gencode-transcript-label[interactable]: RAP1GAP [95,656,152,670]
strand-arrows: ‹‹‹‹‹‹‹‹‹‹‹‹‹‹‹‹‹‹‹‹‹‹‹‹‹‹‹‹‹‹‹‹‹‹‹‹‹‹‹‹‹‹‹‹‹‹‹‹‹‹‹‹‹‹‹‹‹‹‹‹‹‹‹‹‹‹‹‹‹‹‹‹‹‹‹‹‹‹‹‹‹‹‹‹‹‹‹‹‹‹‹‹‹‹‹‹‹‹‹‹‹‹‹‹‹‹‹‹‹‹‹‹‹‹‹‹‹‹‹‹‹‹‹‹‹‹‹‹‹‹‹‹‹‹‹‹‹‹‹‹‹‹‹‹‹‹‹‹‹‹‹‹‹‹‹‹‹‹‹‹ [155,864,592,875]
gtex-tissue-bar[interactable] [198,1180,203,1191]
strand-arrows: ‹‹‹‹‹‹‹‹‹‹‹‹‹‹‹‹‹‹‹‹‹‹‹‹‹‹‹‹‹‹‹‹‹‹‹‹‹‹‹‹‹‹‹‹‹‹‹‹‹‹‹‹‹‹‹‹‹‹‹‹‹‹‹‹‹‹‹‹‹‹‹‹‹‹‹‹‹‹‹‹‹‹‹‹‹‹‹‹‹‹‹‹‹‹‹‹‹‹‹‹‹‹‹‹‹‹‹‹‹‹‹‹‹‹‹‹‹‹‹‹‹‹‹‹‹‹‹‹‹‹‹‹‹‹‹‹‹‹‹‹‹‹‹‹‹‹‹‹‹‹‹‹‹‹‹‹‹‹‹‹ [155,224,592,235]
publications-sequence-line[interactable] [155,1013,950,1014]
multiz-gaps-label: Gaps [123,1322,152,1336]
gencode-transcript-label[interactable]: RAP1GAP [95,288,152,302]
alignment-base: C [281,1397,291,1411]
strand-arrows: ‹‹‹‹‹‹‹‹‹‹‹‹‹‹‹‹‹‹‹‹‹‹‹‹‹‹‹‹‹‹‹‹‹‹‹‹‹‹‹‹‹‹‹‹‹‹‹‹‹‹‹‹‹‹‹‹‹‹‹‹‹‹‹‹‹‹‹‹‹‹‹‹‹‹‹‹‹‹‹‹‹‹‹‹‹‹‹‹‹‹‹‹‹‹‹‹‹‹‹‹‹‹‹‹‹‹‹‹‹‹‹‹‹‹‹‹‹‹‹‹‹‹‹‹‹‹‹‹‹‹‹‹‹‹‹‹‹‹‹‹‹‹‹‹‹‹‹‹‹‹‹‹‹‹‹‹‹‹‹‹ [155,480,592,491]
strand-arrows: ‹‹‹‹‹‹‹‹‹‹‹‹‹‹‹‹‹‹‹‹‹‹‹‹‹‹‹‹‹‹‹‹‹‹‹‹‹‹‹‹‹‹‹‹‹‹‹‹‹‹‹‹‹‹‹‹‹‹‹‹‹‹‹‹‹‹‹‹‹‹‹‹‹‹‹‹‹‹‹‹‹‹‹‹‹‹‹‹‹‹‹‹‹‹‹‹‹‹‹‹‹‹‹‹‹‹‹‹‹‹‹‹‹‹‹‹‹‹‹‹‹‹‹‹‹‹‹‹‹‹‹‹‹‹‹‹‹‹‹‹‹‹‹‹‹‹‹‹‹‹‹‹‹‹‹‹‹‹‹‹ [155,416,592,427]
gtex-tissue-bar[interactable] [261,1124,266,1191]
alignment-base: = [194,1412,202,1426]
gencode-transcript-label[interactable]: RAP1GAP [95,944,152,958]
strand-arrows: ‹‹‹‹‹‹‹‹‹‹‹‹‹‹‹‹‹‹‹‹‹‹‹‹‹‹‹‹‹‹‹‹‹‹‹‹‹‹‹‹‹‹‹‹‹‹‹‹‹‹‹‹‹‹‹‹‹‹‹‹‹‹‹‹‹‹‹‹‹‹‹‹‹‹‹‹‹‹‹‹‹‹‹‹‹‹‹‹‹‹‹‹‹‹‹‹‹‹‹‹‹‹‹‹‹‹‹‹‹‹‹‹‹‹‹‹‹‹‹‹‹‹‹‹‹‹‹‹‹‹‹‹‹‹‹‹‹‹‹‹‹‹‹‹‹‹‹‹‹‹‹‹‹‹‹‹‹‹‹‹ [155,368,592,379]
gencode-transcript-label[interactable]: RAP1GAP [95,528,152,542]
strand-arrows: ‹‹‹‹‹‹‹‹‹‹‹‹‹‹‹‹‹‹‹‹‹‹‹‹‹‹‹‹‹‹‹‹‹‹‹‹‹‹‹‹‹‹‹‹‹‹‹‹‹‹‹‹‹‹‹‹‹‹‹‹‹‹‹‹‹‹‹‹‹‹‹‹‹‹‹‹‹‹‹‹‹‹‹‹‹‹‹‹‹‹‹‹‹‹‹‹‹‹‹‹‹‹‹‹‹‹‹‹‹‹‹‹‹‹‹‹‹‹‹‹‹‹‹‹‹‹‹‹‹‹‹‹‹‹‹‹‹‹‹‹‹‹‹‹‹‹‹‹‹‹‹‹‹‹‹‹‹‹‹‹ [155,464,592,475]
alignment-base: T [194,1382,202,1396]
gencode-transcript-label[interactable]: RAP1GAP [95,144,152,158]
strand-arrows: ‹‹‹‹‹‹‹‹‹‹‹‹‹‹‹‹‹‹‹‹‹‹‹‹‹‹‹‹‹‹‹‹‹‹‹‹‹‹‹‹‹‹‹‹‹‹‹‹‹‹‹‹‹‹‹‹‹‹‹‹‹‹‹‹‹‹‹‹‹‹‹‹‹‹‹‹‹‹‹‹‹‹‹‹‹‹‹‹‹‹‹‹‹‹‹‹‹‹‹‹‹‹‹‹‹‹‹‹‹‹‹‹‹‹‹‹‹‹‹‹‹‹‹‹‹‹‹‹‹‹‹‹‹‹‹‹‹‹‹‹‹‹‹‹‹‹‹‹‹‹‹‹‹‹‹‹‹‹‹‹ [155,608,592,619]
gtex-tissue-bar[interactable] [275,1154,280,1191]
coordinate-tick-label: 21,962,090 [530,36,591,50]
alignment-base: A [545,1397,555,1411]
gencode-transcript-label[interactable]: RAP1GAP [95,112,152,126]
gtex-tissue-bar[interactable] [478,1170,483,1191]
gencode-transcript-label[interactable]: RAP1GAP [95,160,152,174]
alignment-base: = [634,1412,642,1426]
gencode-transcript-label[interactable]: RAP1GAP [95,256,152,270]
gtex-tissue-bar[interactable] [352,1180,357,1191]
gtex-tissue-bar[interactable] [289,1168,294,1191]
strand-arrows: ‹‹‹‹‹‹‹‹‹‹‹‹‹‹‹‹‹‹‹‹‹‹‹‹‹‹‹‹‹‹‹‹‹‹‹‹‹‹‹‹‹‹‹‹‹‹‹‹‹‹‹‹‹‹‹‹‹‹‹‹‹‹‹‹‹‹‹‹‹‹‹‹‹‹‹‹‹‹‹‹‹‹‹‹‹‹‹‹‹‹‹‹‹‹‹‹‹‹‹‹‹‹‹‹‹‹‹‹‹‹‹‹‹‹‹‹‹‹‹‹‹‹‹‹‹‹‹‹‹‹‹‹‹‹‹‹‹‹‹‹‹‹‹‹‹‹‹‹‹‹‹‹‹‹‹‹‹‹‹‹ [155,880,592,891]
base-letter: T [282,50,290,64]
phylop-track-title: 100 vertebrates Basewise Conservation by PhyloP [417,1242,687,1256]
gencode-transcript-label[interactable]: RAP1GAP [95,480,152,494]
phylop-max-label: 4.88 _ [118,1242,152,1256]
base-letter: C [721,50,731,64]
alignment-base: T [194,1367,202,1381]
scale-label: Scale [121,18,152,32]
assembly-title: Human Feb. 2009 (GRCh37/hg19) [349,1,534,15]
gtex-tissue-bar[interactable] [359,1176,364,1191]
alignment-base: = [458,1412,466,1426]
gencode-transcript-label[interactable]: RAP1GAP [95,176,152,190]
gencode-transcript-label[interactable]: RAP1GAP [95,464,152,478]
strand-arrows: ‹‹‹‹‹‹‹‹‹‹‹‹‹‹‹‹‹‹‹‹‹‹‹‹‹‹‹‹‹‹‹‹‹‹‹‹‹‹‹‹‹‹‹‹‹‹‹‹‹‹‹‹‹‹‹‹‹‹‹‹‹‹‹‹‹‹‹‹‹‹‹‹‹‹‹‹‹‹‹‹‹‹‹‹‹‹‹‹‹‹‹‹‹‹‹‹‹‹‹‹‹‹‹‹‹‹‹‹‹‹‹‹‹‹‹‹‹‹‹‹‹‹‹‹‹‹‹‹‹‹‹‹‹‹‹‹‹‹‹‹‹‹‹‹‹‹‹‹‹‹‹‹‹‹‹‹‹‹‹‹ [155,688,592,699]
base-letter: C [809,50,819,64]
coordinate-tick-label: 21,962,093 [794,36,855,50]
alignment-base: = [810,1412,818,1426]
gencode-transcript-label[interactable]: RAP1GAP [95,864,152,878]
alignment-base: A [457,1382,467,1396]
alignment-base: = [282,1412,290,1426]
gtex-tissue-bar[interactable] [366,1165,371,1191]
strand-arrows: ‹‹‹‹‹‹‹‹‹‹‹‹‹‹‹‹‹‹‹‹‹‹‹‹‹‹‹‹‹‹‹‹‹‹‹‹‹‹‹‹‹‹‹‹‹‹‹‹‹‹‹‹‹‹‹‹‹‹‹‹‹‹‹‹‹‹‹‹‹‹‹‹‹‹‹‹‹‹‹‹‹‹‹‹‹‹‹‹‹‹‹‹‹‹‹‹‹‹‹‹‹‹‹‹‹‹‹‹‹‹‹‹‹‹‹‹‹‹‹‹‹‹‹‹‹‹‹‹‹‹‹‹‹‹‹‹‹‹‹‹‹‹‹‹‹‹‹‹‹‹‹‹‹‹‹‹‹‹‹‹ [155,160,592,171]
strand-label: ---> [133,51,152,65]
gencode-transcript-label[interactable]: RAP1GAP [95,608,152,622]
alignment-base: = [722,1412,730,1426]
alignment-base: T [370,1382,378,1396]
strand-arrows: ‹‹‹‹‹‹‹‹‹‹‹‹‹‹‹‹‹‹‹‹‹‹‹‹‹‹‹‹‹‹‹‹‹‹‹‹‹‹‹‹‹‹‹‹‹‹‹‹‹‹‹‹‹‹‹‹‹‹‹‹‹‹‹‹‹‹‹‹‹‹‹‹‹‹‹‹‹‹‹‹‹‹‹‹‹‹‹‹‹‹‹‹‹‹‹‹‹‹‹‹‹‹‹‹‹‹‹‹‹‹‹‹‹‹‹‹‹‹‹‹‹‹‹‹‹‹‹‹‹‹‹‹‹‹‹‹‹‹‹‹‹‹‹‹‹‹‹‹‹‹‹‹‹‹‹‹‹‹‹‹ [155,208,592,219]
strand-arrows: ‹‹‹‹‹‹‹‹‹‹‹‹‹‹‹‹‹‹‹‹‹‹‹‹‹‹‹‹‹‹‹‹‹‹‹‹‹‹‹‹‹‹‹‹‹‹‹‹‹‹‹‹‹‹‹‹‹‹‹‹‹‹‹‹‹‹‹‹‹‹‹‹‹‹‹‹‹‹‹‹‹‹‹‹‹‹‹‹‹‹‹‹‹‹‹‹‹‹‹‹‹‹‹‹‹‹‹‹‹‹‹‹‹‹‹‹‹‹‹‹‹‹‹‹‹‹‹‹‹‹‹‹‹‹‹‹‹‹‹‹‹‹‹‹‹‹‹‹‹‹‹‹‹‹‹‹‹‹‹‹ [155,544,592,555]
gencode-transcript-label[interactable]: RAP1GAP [95,192,152,206]
alignment-base: T [282,1337,290,1351]
strand-arrows: ‹‹‹‹‹‹‹‹‹‹‹‹‹‹‹‹‹‹‹‹‹‹‹‹‹‹‹‹‹‹‹‹‹‹‹‹‹‹‹‹‹‹‹‹‹‹‹‹‹‹‹‹‹‹‹‹‹‹‹‹‹‹‹‹‹‹‹‹‹‹‹‹‹‹‹‹‹‹‹‹‹‹‹‹‹‹‹‹‹‹‹‹‹‹‹‹‹‹‹‹‹‹‹‹‹‹‹‹‹‹‹‹‹‹‹‹‹‹‹‹‹‹‹‹‹‹‹‹‹‹‹‹‹‹‹‹‹‹‹‹‹‹‹‹‹‹‹‹‹‹‹‹‹‹‹‹‹‹‹‹ [155,816,592,827]
omim-gene-bar[interactable] [155,1053,950,1067]
alignment-base: A [897,1382,907,1396]
gtex-tissue-bar[interactable] [401,1169,406,1191]
strand-arrows: ‹‹‹‹‹‹‹‹‹‹‹‹‹‹‹‹‹‹‹‹‹‹‹‹‹‹‹‹‹‹‹‹‹‹‹‹‹‹‹‹‹‹‹‹‹‹‹‹‹‹‹‹‹‹‹‹‹‹‹‹‹‹‹‹‹‹‹‹‹‹‹‹‹‹‹‹‹‹‹‹‹‹‹‹‹‹‹‹‹‹‹‹‹‹‹‹‹‹‹‹‹‹‹‹‹‹‹‹‹‹‹‹‹‹‹‹‹‹‹‹‹‹‹‹‹‹‹‹‹‹‹‹‹‹‹‹‹‹‹‹‹‹‹‹‹‹‹‹‹‹‹‹‹‹‹‹‹‹‹‹ [155,528,592,539]
gencode-transcript-label[interactable]: RAP1GAP [95,432,152,446]
alignment-base: A [897,1367,907,1381]
